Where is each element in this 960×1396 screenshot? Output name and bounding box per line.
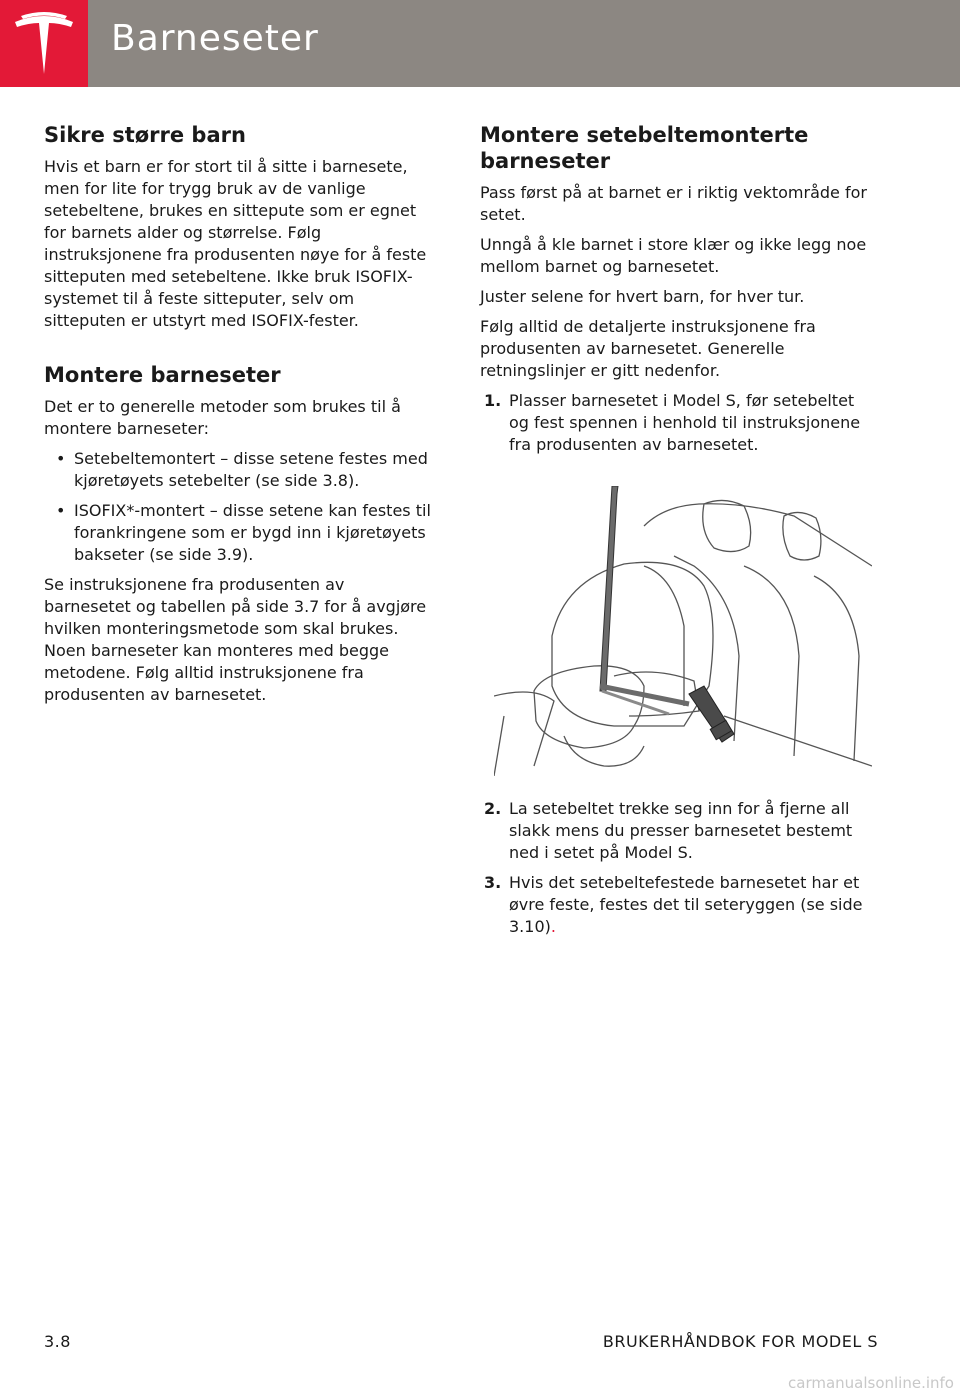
tesla-t-icon xyxy=(13,12,75,76)
list-item: • ISOFIX*-montert – disse setene kan festes til forankringene som er bygd inn i kjøretøyets bakseter (se side 3.9). xyxy=(44,500,436,566)
list-item: • Setebeltemontert – disse setene festes med kjøretøyets setebelter (se side 3.8). xyxy=(44,448,436,492)
step-number: 3. xyxy=(484,873,502,892)
steps-list xyxy=(480,390,872,456)
link-marker: . xyxy=(550,917,556,936)
steps-list-continued xyxy=(480,798,872,938)
section-heading-belt-mounted: Montere setebeltemonterte barneseter xyxy=(480,123,809,173)
step-item xyxy=(480,798,872,864)
page-footer xyxy=(44,1332,878,1354)
paragraph-methods-intro: Det er to generelle metoder som brukes til å montere barneseter: xyxy=(44,397,401,438)
tesla-logo xyxy=(0,0,88,87)
page-title: Barneseter xyxy=(111,18,319,59)
step-item xyxy=(480,872,872,938)
child-seat-illustration xyxy=(494,486,872,776)
manual-title: BRUKERHÅNDBOK FOR MODEL S xyxy=(602,1332,878,1351)
paragraph-instructions: Se instruksjonene fra produsenten av barnesetet og tabellen på side 3.7 for å avgjøre hvilken monteringsmetode som skal brukes. Noen barneseter kan monteres med begge metodene. Følg alltid instruksjonene fra produsenten av barnesetet. xyxy=(44,575,427,704)
step-item xyxy=(480,390,872,456)
step-text: La setebeltet trekke seg inn for å fjerne all slakk mens du presser barnesetet bestemt ned i setet på Model S. xyxy=(509,799,853,862)
step-number: 2. xyxy=(484,799,502,818)
left-column xyxy=(44,122,436,714)
methods-list xyxy=(44,448,436,566)
step-number: 1. xyxy=(484,391,502,410)
section-heading-install-seats: Montere barneseter xyxy=(44,363,281,387)
right-column xyxy=(480,122,872,946)
watermark: carmanualsonline.info xyxy=(788,1374,954,1392)
section-heading-older-children: Sikre større barn xyxy=(44,123,246,147)
paragraph: Unngå å kle barnet i store klær og ikke legg noe mellom barnet og barnesetet. xyxy=(480,235,867,276)
paragraph: Juster selene for hvert barn, for hver tur. xyxy=(480,287,805,306)
step-text: Hvis det setebeltefestede barnesetet har et øvre feste, festes det til seteryggen (se side 3.10) xyxy=(509,873,863,936)
paragraph-booster: Hvis et barn er for stort til å sitte i barnesete, men for lite for trygg bruk av de vanlige setebeltene, brukes en sittepute som er egnet for barnets alder og størrelse. Følg instruksjonene fra produsenten nøye for å feste sitteputen med setebeltene. Ikke bruk ISOFIX-systemet til å feste sitteputer, selv om sitteputen er utstyrt med ISOFIX-fester. xyxy=(44,157,427,330)
page-header xyxy=(0,0,960,87)
paragraph: Følg alltid de detaljerte instruksjonene fra produsenten av barnesetet. Generelle retningslinjer er gitt nedenfor. xyxy=(480,317,816,380)
step-text: Plasser barnesetet i Model S, før setebeltet og fest spennen i henhold til instruksjonene fra produsenten av barnesetet. xyxy=(509,391,861,454)
page-number: 3.8 xyxy=(44,1332,71,1351)
paragraph: Pass først på at barnet er i riktig vektområde for setet. xyxy=(480,183,867,224)
